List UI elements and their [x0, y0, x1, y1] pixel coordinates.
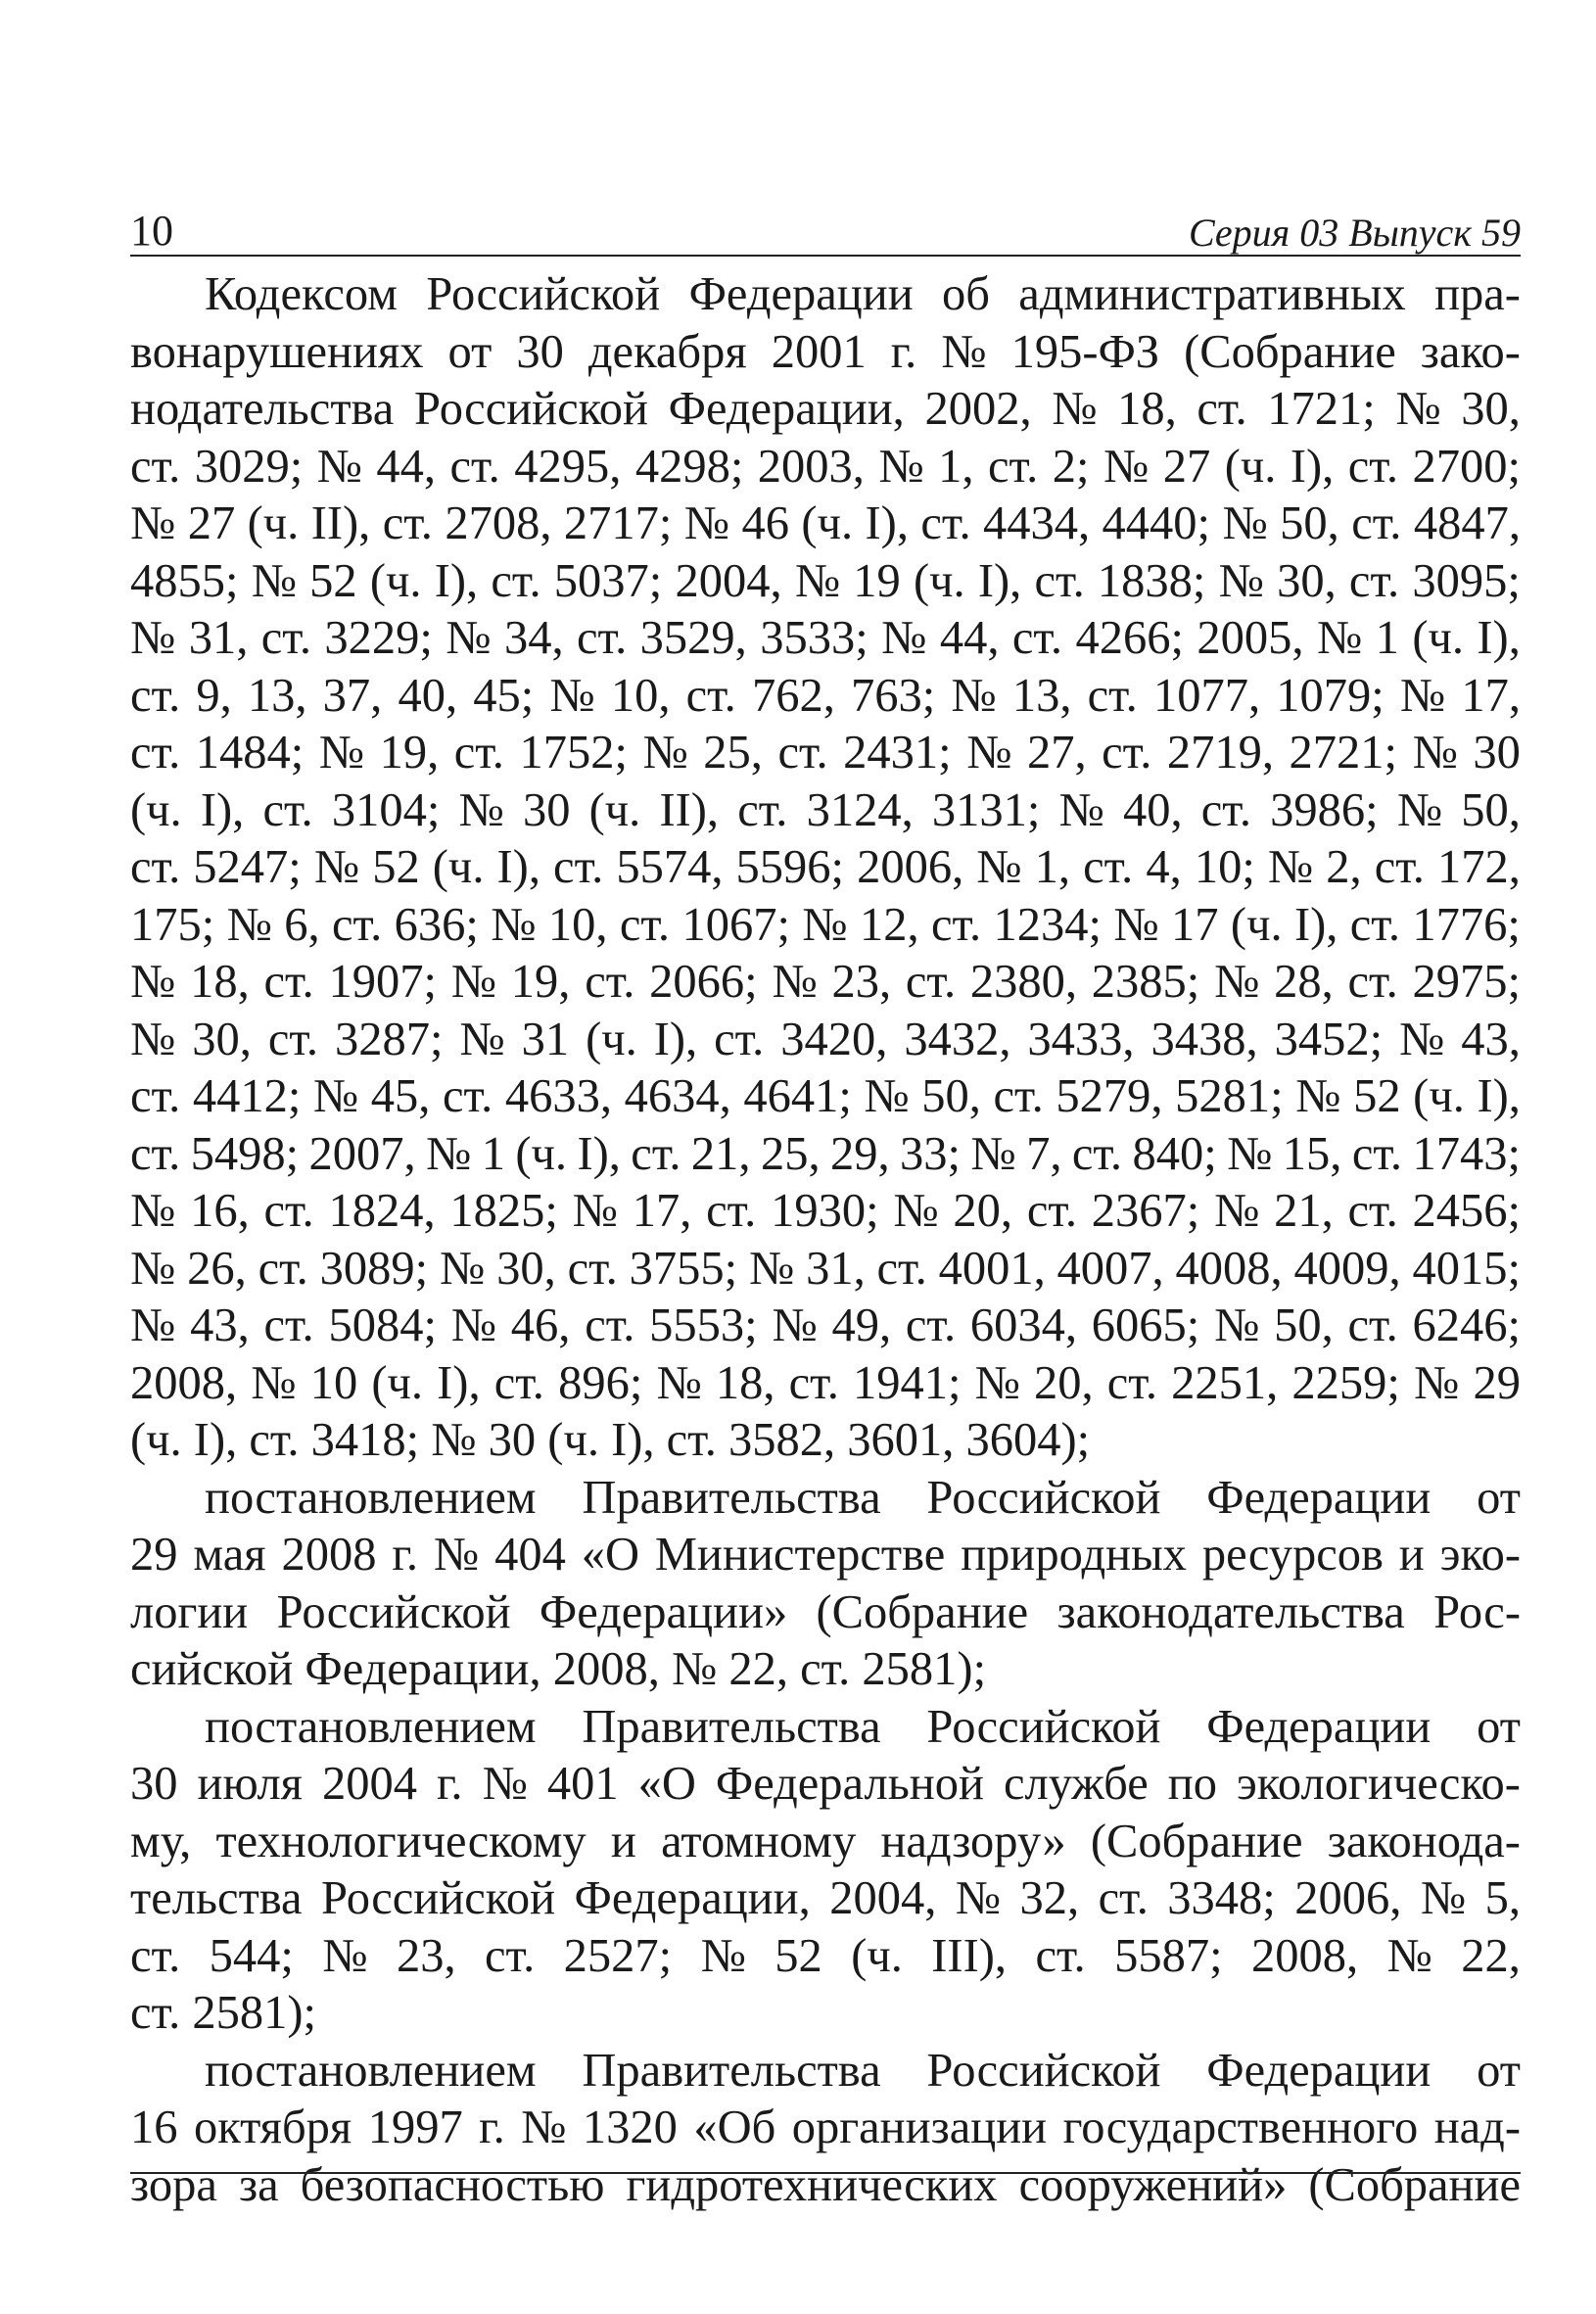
- text-line: ст. 4412; № 45, ст. 4633, 4634, 4641; № 50, ст. 5279, 5281; № 52 (ч. I),: [130, 1070, 1521, 1122]
- text-line: 29 мая 2008 г. № 404 «О Министерстве природных ресурсов и эко-: [130, 1529, 1521, 1581]
- text-line: сийской Федерации, 2008, № 22, ст. 2581);: [130, 1643, 987, 1695]
- text-line: постановлением Правительства Российской Федерации от: [205, 2044, 1521, 2097]
- text-line: ст. 5247; № 52 (ч. I), ст. 5574, 5596; 2006, № 1, ст. 4, 10; № 2, ст. 172,: [130, 841, 1521, 893]
- text-line: (ч. I), ст. 3418; № 30 (ч. I), ст. 3582, 3601, 3604);: [130, 1414, 1091, 1466]
- text-line: № 30, ст. 3287; № 31 (ч. I), ст. 3420, 3432, 3433, 3438, 3452; № 43,: [130, 1013, 1521, 1065]
- text-line: 175; № 6, ст. 636; № 10, ст. 1067; № 12, ст. 1234; № 17 (ч. I), ст. 1776;: [130, 898, 1521, 951]
- text-line: № 26, ст. 3089; № 30, ст. 3755; № 31, ст. 4001, 4007, 4008, 4009, 4015;: [130, 1242, 1521, 1295]
- text-line: 2008, № 10 (ч. I), ст. 896; № 18, ст. 1941; № 20, ст. 2251, 2259; № 29: [130, 1356, 1521, 1409]
- text-line: нодательства Российской Федерации, 2002, № 18, ст. 1721; № 30,: [130, 383, 1521, 435]
- text-line: ст. 3029; № 44, ст. 4295, 4298; 2003, № 1, ст. 2; № 27 (ч. I), ст. 2700;: [130, 440, 1521, 493]
- running-head: Серия 03 Выпуск 59: [1188, 211, 1521, 255]
- text-line: ст. 5498; 2007, № 1 (ч. I), ст. 21, 25, 29, 33; № 7, ст. 840; № 15, ст. 1743;: [130, 1127, 1521, 1180]
- text-line: ст. 2581);: [130, 1987, 316, 2039]
- text-line: постановлением Правительства Российской Федерации от: [205, 1700, 1521, 1753]
- text-line: ст. 9, 13, 37, 40, 45; № 10, ст. 762, 763; № 13, ст. 1077, 1079; № 17,: [130, 669, 1521, 722]
- text-line: вонарушениях от 30 декабря 2001 г. № 195-ФЗ (Собрание зако-: [130, 325, 1521, 378]
- page-number: 10: [130, 207, 173, 255]
- text-line: № 18, ст. 1907; № 19, ст. 2066; № 23, ст. 2380, 2385; № 28, ст. 2975;: [130, 956, 1521, 1008]
- text-line: № 31, ст. 3229; № 34, ст. 3529, 3533; № 44, ст. 4266; 2005, № 1 (ч. I),: [130, 612, 1521, 664]
- text-line: тельства Российской Федерации, 2004, № 32, ст. 3348; 2006, № 5,: [130, 1872, 1521, 1924]
- text-line: № 27 (ч. II), ст. 2708, 2717; № 46 (ч. I), ст. 4434, 4440; № 50, ст. 4847,: [130, 497, 1521, 549]
- text-line: № 16, ст. 1824, 1825; № 17, ст. 1930; № 20, ст. 2367; № 21, ст. 2456;: [130, 1185, 1521, 1237]
- text-line: му, технологическому и атомному надзору» (Собрание законода-: [130, 1815, 1521, 1867]
- text-line: постановлением Правительства Российской Федерации от: [205, 1471, 1521, 1524]
- page-header: [130, 196, 1521, 257]
- text-line: ст. 1484; № 19, ст. 1752; № 25, ст. 2431; № 27, ст. 2719, 2721; № 30: [130, 727, 1521, 779]
- text-line: ст. 544; № 23, ст. 2527; № 52 (ч. III), ст. 5587; 2008, № 22,: [130, 1929, 1521, 1982]
- text-line: зора за безопасностью гидротехнических сооружений» (Собрание: [130, 2158, 1521, 2211]
- text-line: 4855; № 52 (ч. I), ст. 5037; 2004, № 19 (ч. I), ст. 1838; № 30, ст. 3095;: [130, 554, 1521, 607]
- text-line: № 43, ст. 5084; № 46, ст. 5553; № 49, ст. 6034, 6065; № 50, ст. 6246;: [130, 1299, 1521, 1351]
- bottom-rule: [130, 2172, 1521, 2174]
- text-line: (ч. I), ст. 3104; № 30 (ч. II), ст. 3124, 3131; № 40, ст. 3986; № 50,: [130, 783, 1521, 836]
- text-line: 16 октября 1997 г. № 1320 «Об организации государственного над-: [130, 2101, 1521, 2153]
- body-text: [130, 266, 1521, 2214]
- text-line: 30 июля 2004 г. № 401 «О Федеральной службе по экологическо-: [130, 1758, 1521, 1810]
- text-line: Кодексом Российской Федерации об административных пра-: [205, 268, 1521, 320]
- text-line: логии Российской Федерации» (Собрание законодательства Рос-: [130, 1585, 1521, 1638]
